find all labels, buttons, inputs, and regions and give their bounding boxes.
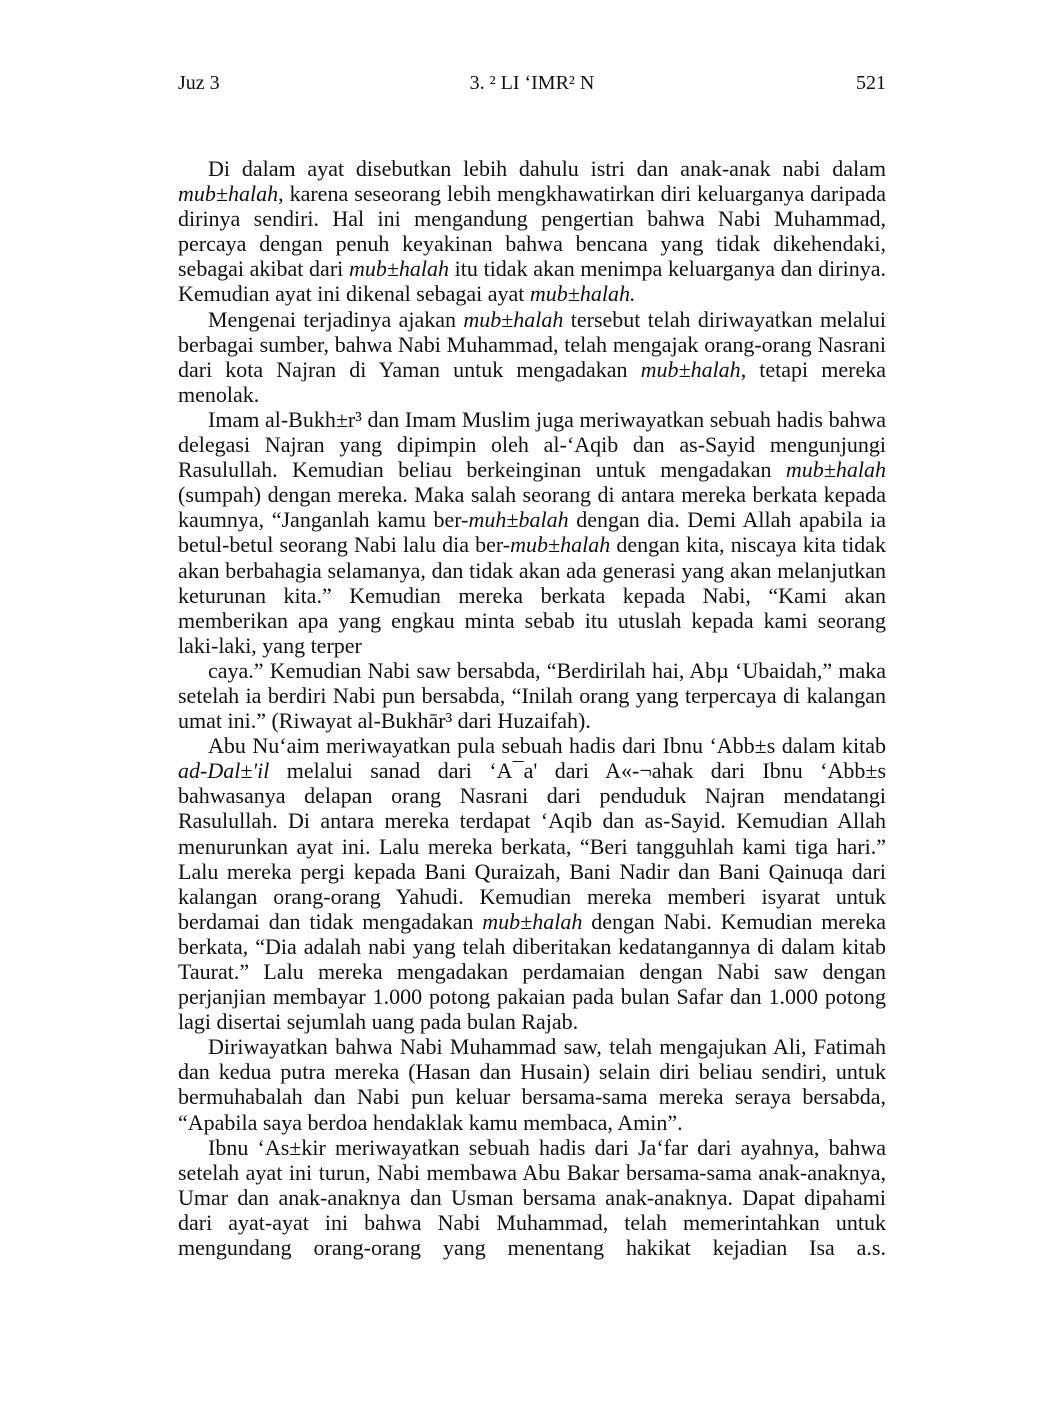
italic-term: mub±halah [348,256,450,282]
paragraph-6 [178,1034,886,1134]
text-run: dengan Nabi. Kemudian mereka berkata, “Dia adalah nabi yang telah diberitakan kedatangannya di dalam kitab Taurat.” Lalu mereka mengadakan perdamaian dengan Nabi saw dengan perjanjian membayar 1.000 potong pakaian pada bulan Safar dan 1.000 potong lagi disertai sejumlah uang pada bulan Rajab. [178,908,886,1035]
text-run: Di dalam ayat disebutkan lebih dahulu istri dan anak-anak nabi dalam [208,156,886,181]
text-run: (sumpah) dengan mereka. Maka salah seorang di antara mereka berkata kepada kaumnya, “Janganlah kamu ber- [178,482,886,533]
text-run: Diriwayatkan bahwa Nabi Muhammad saw, telah mengajukan Ali, Fatimah dan kedua putra mereka (Hasan dan Husain) selain diri beliau sendiri, untuk bermuhabalah dan Nabi pun keluar bersama-sama mereka seraya bersabda, “Apabila saya berdoa hendaklak kamu membaca, Amin”. [178,1034,886,1135]
text-run: dengan dia. Demi Allah apabila ia betul-betul seorang Nabi lalu dia ber- [178,507,886,558]
italic-term: mub±halah [463,306,564,332]
text-run: tersebut telah diriwayatkan melalui berbagai sumber, bahwa Nabi Muhammad, telah mengajak orang-orang Nasrani dari kota Najran di Yaman untuk mengadakan [178,306,886,382]
paragraph-1 [178,156,886,307]
text-run: itu tidak akan menimpa keluarganya dan dirinya. Kemudian ayat ini dikenal sebagai ayat [178,256,886,307]
paragraph-4 [178,658,886,733]
running-header [178,72,886,98]
text-run: melalui sanad dari ‘A¯a' dari A«-¬ahak dari Ibnu ‘Abb±s bahwasanya delapan orang Nasrani dari penduduk Najran mendatangi Rasulullah. Di antara mereka terdapat ‘Aqib dan as-Sayid. Kemudian Allah menurunkan ayat ini. Lalu mereka berkata, “Beri tangguhlah kami tiga hari.” Lalu mereka pergi kepada Bani Quraizah, Bani Nadir dan Bani Qainuqa dari kalangan orang-orang Yahudi. Kemudian mereka memberi isyarat untuk berdamai dan tidak mengadakan [178,758,886,934]
text-run: , karena seseorang lebih mengkhawatirkan diri keluarganya daripada dirinya sendiri. Hal ini mengandung pengertian bahwa Nabi Muhammad, percaya dengan penuh keyakinan bahwa bencana yang tidak dikehendaki, sebagai akibat dari [178,181,886,282]
header-surah-title: 3. ² LI ‘IMR² N [469,72,595,94]
italic-term: mub±halah [510,532,611,558]
text-run: , tetapi mereka menolak. [178,356,887,407]
italic-term: muh±balah [468,507,569,533]
header-page-number: 521 [856,72,886,94]
text-run: Abu Nu‘aim meriwayatkan pula sebuah hadis dari Ibnu ‘Abb±s dalam kitab [208,733,886,759]
text-run: caya.” Kemudian Nabi saw bersabda, “Berdirilah hai, Abµ ‘Ubaidah,” maka setelah ia berdiri Nabi pun bersabda, “Inilah orang yang terpercaya di kalangan umat ini.” (Riwayat al-Bukhār³ dari Huzaifah). [178,657,886,734]
paragraph-2 [178,307,886,407]
italic-term: mub±halah [178,181,279,207]
text-run: Mengenai terjadinya ajakan [208,306,464,332]
paragraph-5 [178,733,886,1034]
text-run: Imam al-Bukh±r³ dan Imam Muslim juga meriwayatkan sebuah hadis bahwa delegasi Najran yang dipimpin oleh al-‘Aqib dan as-Sayid mengunjungi Rasulullah. Kemudian beliau berkeinginan untuk mengadakan [178,406,886,483]
header-juz: Juz 3 [178,72,220,94]
paragraph-3 [178,407,886,658]
italic-term: ad-Dal±'il [178,758,270,784]
italic-term: mub±halah [640,356,741,382]
italic-term: mub±halah [785,457,886,483]
italic-term: mub±halah. [529,281,636,307]
text-run: dengan kita, niscaya kita tidak akan berbahagia selamanya, dan tidak akan ada generasi yang akan melanjutkan keturunan kita.” Kemudian mereka berkata kepada Nabi, “Kami akan memberikan apa yang engkau minta sebab itu utuslah kepada kami seorang laki-laki, yang terper [178,532,886,658]
paragraph-7 [178,1135,886,1260]
page-body [178,156,886,1260]
text-run: Ibnu ‘As±kir meriwayatkan sebuah hadis dari Ja‘far dari ayahnya, bahwa setelah ayat ini turun, Nabi membawa Abu Bakar bersama-sama anak-anaknya, Umar dan anak-anaknya dan Usman bersama anak-anaknya. Dapat dipahami dari ayat-ayat ini bahwa Nabi Muhammad, telah memerintahkan untuk mengundang orang-orang yang menentang hakikat kejadian Isa a.s. [178,1134,886,1261]
italic-term: mub±halah [482,908,583,934]
